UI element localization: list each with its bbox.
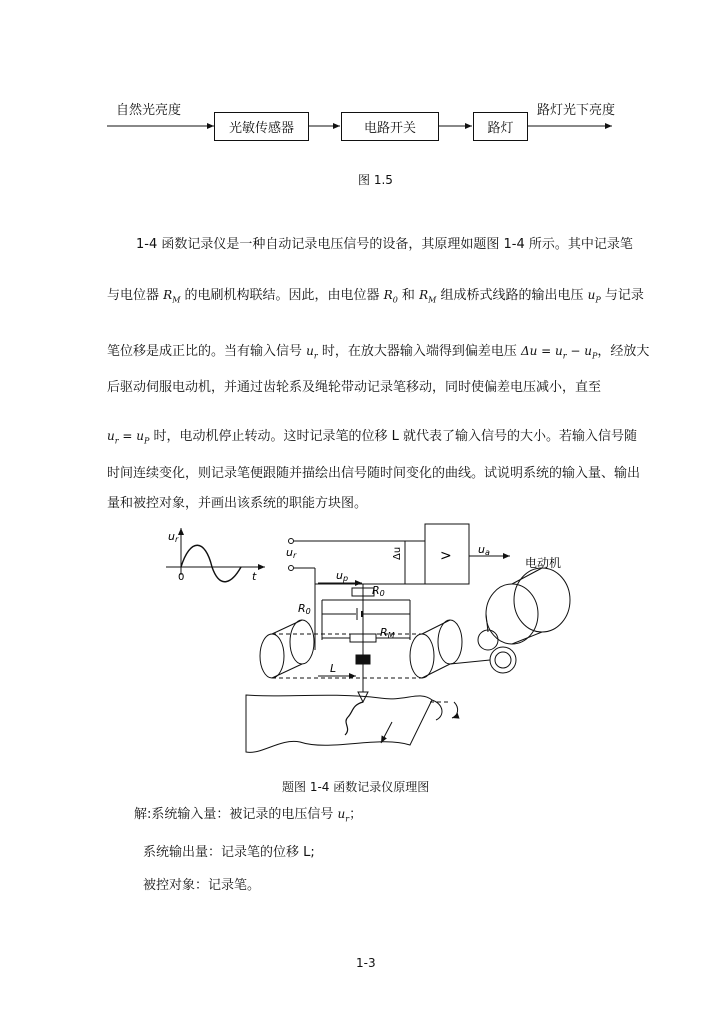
problem-line-2: 与电位器 $R_M$ 的电刷机构联结。因此，由电位器 $R_0$ 和 $R_M$ 组成桥式线路的输出电压 $u_P$ 与记录	[107, 288, 644, 305]
answer-line-2: 系统输出量：记录笔的位移 L;	[143, 845, 315, 860]
paper-roll	[432, 700, 442, 720]
terminal-top	[289, 539, 294, 544]
label-ua: ua	[478, 543, 490, 557]
answer-line-1: 解:系统输入量：被记录的电压信号 $u_r$；	[134, 807, 363, 824]
label-l: L	[330, 662, 337, 675]
label-delta-u: Δu	[392, 546, 403, 560]
label-zero: 0	[178, 572, 185, 583]
block-sensor	[214, 112, 309, 141]
diagram-caption: 图 1.5	[358, 173, 393, 187]
block-lamp-label: 路灯	[487, 121, 514, 136]
block-switch	[341, 112, 439, 141]
output-label: 路灯光下亮度	[537, 103, 616, 118]
motor-body-front	[486, 584, 538, 644]
terminal-bottom	[289, 566, 294, 571]
label-r0: R0	[372, 584, 385, 598]
block-sensor-label: 光敏传感器	[228, 121, 294, 136]
answer-line-3: 被控对象：记录笔。	[143, 878, 261, 893]
recorder-figure	[150, 515, 600, 770]
label-r0-left: R0	[298, 602, 311, 616]
signal-curve	[181, 545, 241, 581]
gear-2	[490, 647, 516, 673]
paper-direction-arrow	[381, 722, 392, 743]
pulley-mid-end	[410, 634, 434, 678]
label-ur-axis: ur	[168, 530, 179, 544]
label-t: t	[252, 570, 257, 583]
problem-line-6: 时间连续变化，则记录笔便跟随并描绘出信号随时间变化的曲线。试说明系统的输入量、输出	[107, 466, 641, 481]
page-number: 1-3	[356, 956, 376, 970]
block-switch-label: 电路开关	[363, 121, 416, 136]
recorded-curve	[345, 702, 363, 735]
figure-caption: 题图 1-4 函数记录仪原理图	[282, 780, 430, 794]
problem-line-1: 1-4 函数记录仪是一种自动记录电压信号的设备，其原理如题图 1-4 所示。其中记录笔	[136, 237, 633, 252]
pulley-mid-front	[438, 620, 462, 664]
label-motor: 电动机	[525, 556, 562, 570]
input-label: 自然光亮度	[116, 103, 182, 118]
motor-body-back	[514, 568, 570, 632]
pulley-left-end	[260, 634, 284, 678]
problem-line-7: 量和被控对象，并画出该系统的职能方块图。	[107, 496, 368, 511]
problem-line-3: 笔位移是成正比的。当有输入信号 $u_r$ 时，在放大器输入端得到偏差电压 $\Delta u = u_r - u_P$，经放大	[107, 344, 650, 361]
pulley-left-front	[290, 620, 314, 664]
pen-carriage	[356, 655, 370, 664]
problem-line-4: 后驱动伺服电动机，并通过齿轮系及绳轮带动记录笔移动，同时使偏差电压减小，直至	[107, 380, 602, 395]
label-rm: RM	[380, 626, 395, 640]
label-amp: >	[440, 548, 452, 564]
gear-1	[478, 630, 498, 650]
block-lamp	[473, 112, 528, 141]
label-up: up	[336, 569, 349, 583]
label-ur-input: ur	[286, 546, 297, 560]
paper-sheet	[246, 695, 432, 752]
roll-rotation-arrow	[452, 702, 458, 718]
problem-line-5: $u_r = u_P$ 时，电动机停止转动。这时记录笔的位移 L 就代表了输入信号的大小。若输入信号随	[107, 429, 638, 446]
